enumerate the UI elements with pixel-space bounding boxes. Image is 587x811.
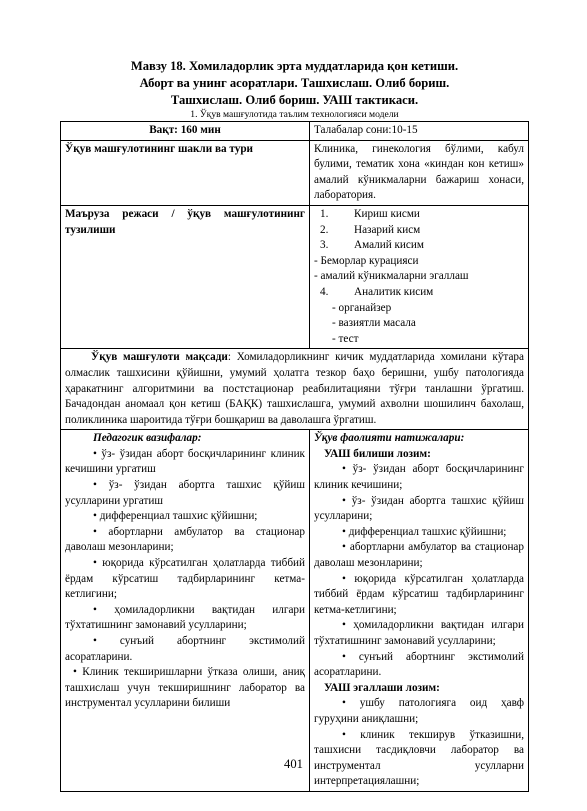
task-text: абортларни амбулатор ва стационар даволаш мезонларини;: [65, 525, 305, 554]
task-text: ўз- ўзидан аборт босқичларининг клиник кечишини ургатиш: [65, 447, 305, 476]
list-item: [314, 223, 524, 239]
list-text: Кириш кисми: [354, 207, 420, 220]
document-page: [60, 58, 529, 792]
sub-list-item: - органайзер: [332, 301, 392, 314]
master-item: [314, 696, 524, 727]
tasks-label: Педагогик вазифалар: [93, 432, 198, 445]
list-text: Амалий кисим: [354, 239, 424, 252]
know-text: юқорида кўрсатилган ҳолатларда тиббий ёрдам кўрсатиш тадбирларининг кетма-кетлигини;: [314, 572, 524, 616]
task-text: сунъий абортнинг экстимолий асоратларини.: [65, 635, 305, 663]
tasks-heading: Педагогик вазифалар:: [93, 432, 202, 445]
master-text: клиник текширув ўтказишни, ташхисни тасдиқловчи лаборатор ва инструментал усулларни интерпретациялашни;: [314, 728, 524, 788]
bullet-icon: •: [93, 510, 100, 523]
list-text: Аналитик кисим: [354, 285, 434, 298]
task-item: [65, 447, 305, 478]
task-item: [65, 665, 305, 712]
master-heading: УАШ эгаллаши лозим:: [324, 681, 440, 694]
list-number: 1.: [320, 207, 329, 220]
bullet-icon: •: [342, 728, 361, 741]
task-text: дифференциал ташхис қўйишни;: [99, 510, 258, 523]
task-item: [65, 556, 305, 603]
goal-paragraph: [65, 350, 524, 428]
know-item: [314, 462, 524, 493]
bullet-icon: •: [342, 494, 352, 507]
bullet-icon: •: [93, 603, 115, 616]
list-item: [314, 285, 524, 301]
know-text: ҳомиладорликни вақтидан илгари тўхтатишнинг замонавий усулларини;: [314, 619, 525, 647]
goal-label: Ўқув машғулоти мақсади: [91, 351, 228, 364]
bullet-icon: •: [342, 463, 353, 476]
goal-cell: [61, 349, 529, 430]
task-text: ўз- ўзидан абортга ташхис қўйиш усулларини ургатиш: [65, 479, 306, 507]
bullet-icon: •: [342, 525, 349, 538]
task-text: юқорида кўрсатилган ҳолатларда тиббий ёрдам кўрсатиш тадбирларининг кетма-кетлигини;: [65, 557, 305, 601]
students-cell: Талабалар сони:10-15: [310, 122, 529, 141]
topic-title-line-2: Аборт ва унинг асоратлари. Ташхислаш. Олиб бориш.: [139, 76, 450, 90]
know-text: дифференциал ташхис қўйишни;: [348, 525, 507, 538]
table-row-form: [61, 140, 529, 205]
task-text: ҳомиладорликни вақтидан илгари тўхтатишнинг замонавий усулларини;: [65, 603, 306, 632]
structure-value-cell: [310, 205, 529, 348]
sub-list-item: - тест: [332, 332, 359, 345]
bullet-icon: •: [342, 619, 354, 632]
sub-list-item: - амалий кўникмаларни эгаллаш: [314, 270, 469, 283]
bullet-icon: •: [93, 447, 102, 460]
know-text: сунъий абортнинг экстимолий асоратларини.: [314, 650, 524, 679]
bullet-icon: •: [342, 541, 350, 554]
form-label-cell: Ўқув машғулотининг шакли ва тури: [61, 140, 310, 205]
know-text: ўз- ўзидан абортга ташхис қўйиш усулларини;: [314, 494, 525, 523]
page-number: 401: [284, 757, 303, 771]
topic-title-line-3: Ташхислаш. Олиб бориш. УАШ тактикаси.: [170, 93, 419, 107]
task-item: [65, 525, 305, 556]
task-text: Клиник текширишларни ўтказа олиши, аниқ ташхислаш учун текширишнинг лаборатор ва инструментал усулларини билиши: [65, 666, 305, 710]
know-item: [314, 618, 524, 649]
know-item: [314, 650, 524, 681]
know-heading: УАШ билиши лозим:: [324, 447, 431, 460]
bullet-icon: •: [93, 557, 103, 570]
list-number: 3.: [320, 239, 329, 252]
know-item: [314, 525, 524, 541]
list-number: 2.: [320, 223, 329, 236]
results-label: Ўқув фаолияти натижалари: [314, 432, 461, 445]
task-item: [65, 634, 305, 665]
know-text: ўз- ўзидан аборт босқичларининг клиник кечишини;: [314, 463, 525, 492]
results-heading: Ўқув фаолияти натижалари:: [314, 432, 465, 445]
table-row-goal: [61, 349, 529, 430]
goal-text: : Хомиладорликнинг кичик муддатларида хомилани кўтара олмаслик ташхисини қўйишни, умумий ҳолатга тезкор баҳо беришни, ушбу патологияда ҳаракатнинг алгоритмини ва постстационар реабилитацияни тўғри танлашни ўргатиш. Бачадондан аномаал қон кетиш (БАҚК) ташхислашга, умумий ахволни шошилинч бахолаш, поликлиника шароитида тўғри бошқариш ва даволашга ўргатиш.: [65, 351, 524, 426]
table-row-tasks: [61, 430, 529, 792]
master-text: ушбу патологияга оид ҳавф гуруҳини аниқлашни;: [314, 697, 524, 725]
list-item: [314, 238, 524, 254]
sub-list-item: - Беморлар курацияси: [314, 254, 419, 267]
bullet-icon: •: [342, 697, 360, 710]
table-row-structure: [61, 205, 529, 348]
task-item: [65, 603, 305, 634]
sub-list-item: - вазиятли масала: [332, 317, 416, 330]
task-item: [65, 509, 305, 525]
structure-label-cell: Маъруза режаси / ўқув машғулотининг тузилиши: [61, 205, 310, 348]
list-text: Назарий кисм: [354, 223, 421, 236]
bullet-icon: •: [93, 635, 120, 647]
know-item: [314, 540, 524, 571]
bullet-icon: •: [73, 666, 83, 679]
time-cell: Вақт: 160 мин: [61, 122, 310, 141]
know-item: [314, 572, 524, 619]
list-number: 4.: [320, 285, 329, 298]
lesson-model-table: [60, 121, 529, 792]
list-item: [314, 207, 524, 223]
bullet-icon: •: [93, 479, 109, 492]
bullet-icon: •: [342, 650, 359, 663]
model-subtitle: 1. Ўқув машғулотида таълим технологияси модели: [190, 109, 399, 120]
tasks-cell: [61, 430, 310, 792]
form-value-cell: Клиника, гинекология бўлими, кабул булими, тематик хона «киндан кон кетиш» амалий кўникмаларни бажариш хонаси, лаборатория.: [310, 140, 529, 205]
bullet-icon: •: [342, 572, 355, 585]
know-text: абортларни амбулатор ва стационар даволаш мезонларини;: [314, 541, 524, 570]
table-row-time: [61, 122, 529, 141]
results-cell: [310, 430, 529, 792]
topic-title-line-1: Мавзу 18. Хомиладорлик эрта муддатларида қон кетиши.: [130, 59, 459, 73]
task-item: [65, 478, 305, 509]
know-item: [314, 494, 524, 525]
bullet-icon: •: [93, 525, 109, 538]
